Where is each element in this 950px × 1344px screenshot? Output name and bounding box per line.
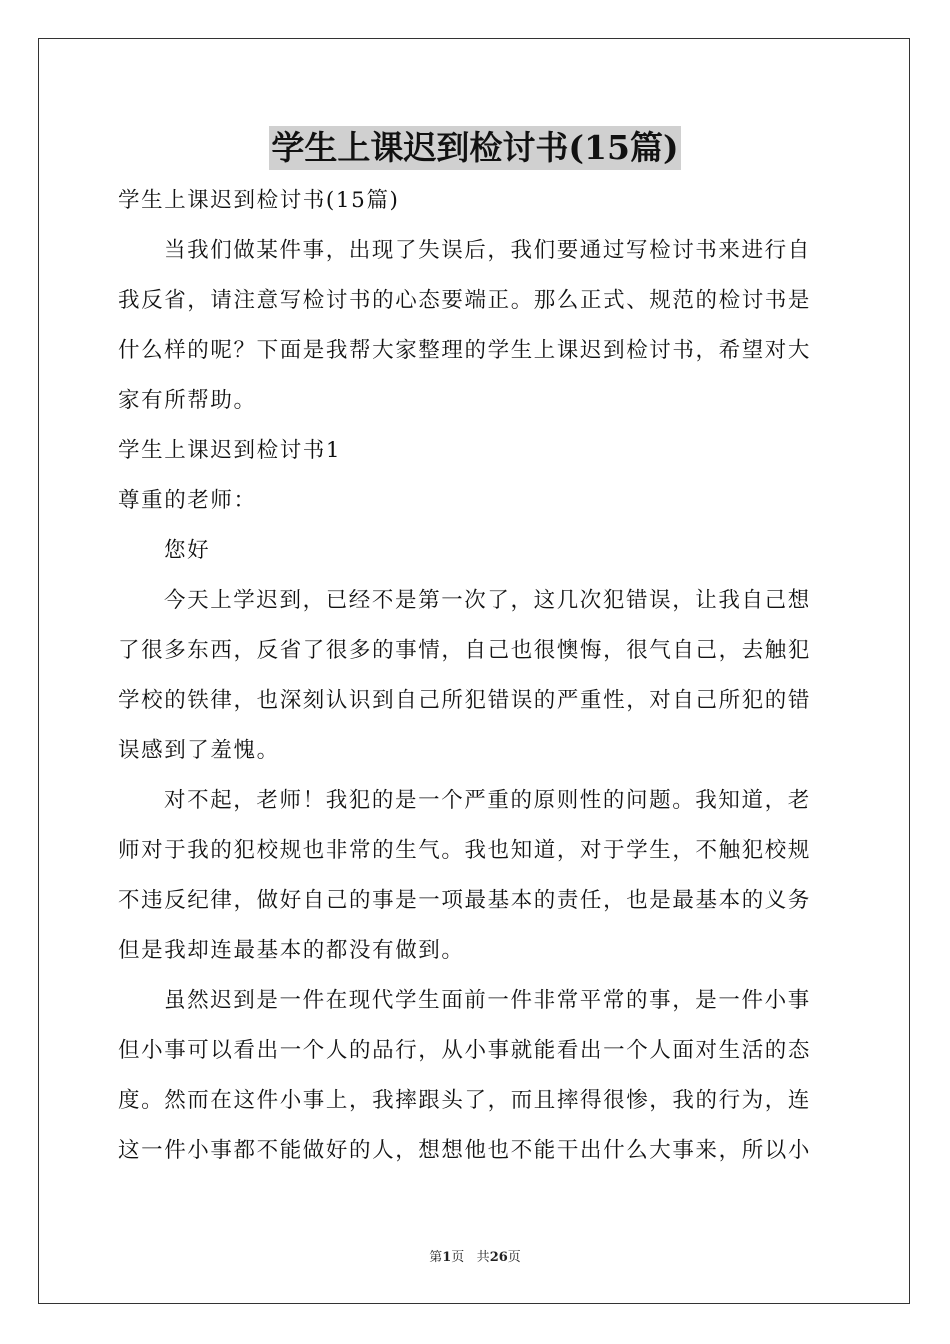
document-body bbox=[118, 176, 832, 1176]
text-line: 了很多东西，反省了很多的事情，自己也很懊悔，很气自己，去触犯 bbox=[118, 638, 812, 663]
text-line: 但是我却连最基本的都没有做到。 bbox=[118, 938, 465, 963]
text-line: 误感到了羞愧。 bbox=[118, 738, 280, 763]
document-title: 学生上课迟到检讨书(15篇) bbox=[269, 126, 680, 170]
text-line: 学生上课迟到检讨书(15篇) bbox=[118, 188, 400, 213]
text-line: 这一件小事都不能做好的人，想想他也不能干出什么大事来，所以小 bbox=[118, 1138, 812, 1163]
text-line: 您好 bbox=[164, 538, 211, 563]
footer-total-pages: 26 bbox=[489, 1250, 508, 1265]
footer-page-prefix: 第 bbox=[429, 1250, 443, 1265]
text-line: 我反省，请注意写检讨书的心态要端正。那么正式、规范的检讨书是 bbox=[118, 288, 812, 313]
footer-page-number: 1 bbox=[442, 1250, 452, 1265]
text-line: 家有所帮助。 bbox=[118, 388, 257, 413]
footer-page-suffix: 页 bbox=[451, 1250, 465, 1265]
footer-total-suffix: 页 bbox=[507, 1250, 521, 1265]
text-line: 什么样的呢？下面是我帮大家整理的学生上课迟到检讨书，希望对大 bbox=[118, 338, 812, 363]
text-line: 今天上学迟到，已经不是第一次了，这几次犯错误，让我自己想 bbox=[164, 588, 811, 613]
text-line: 学生上课迟到检讨书1 bbox=[118, 438, 342, 463]
page-footer bbox=[0, 1246, 950, 1265]
text-line: 但小事可以看出一个人的品行，从小事就能看出一个人面对生活的态 bbox=[118, 1038, 812, 1063]
text-line: 当我们做某件事，出现了失误后，我们要通过写检讨书来进行自 bbox=[164, 238, 811, 263]
footer-total-prefix: 共 bbox=[476, 1250, 490, 1265]
text-line: 学校的铁律，也深刻认识到自己所犯错误的严重性，对自己所犯的错 bbox=[118, 688, 812, 713]
text-line: 尊重的老师： bbox=[118, 488, 257, 513]
text-line: 不违反纪律，做好自己的事是一项最基本的责任，也是最基本的义务 bbox=[118, 888, 812, 913]
title-container bbox=[0, 126, 950, 170]
text-line: 师对于我的犯校规也非常的生气。我也知道，对于学生，不触犯校规 bbox=[118, 838, 812, 863]
text-line: 度。然而在这件小事上，我摔跟头了，而且摔得很惨，我的行为，连 bbox=[118, 1088, 812, 1113]
text-line: 对不起，老师！我犯的是一个严重的原则性的问题。我知道，老 bbox=[164, 788, 811, 813]
text-line: 虽然迟到是一件在现代学生面前一件非常平常的事，是一件小事 bbox=[164, 988, 811, 1013]
